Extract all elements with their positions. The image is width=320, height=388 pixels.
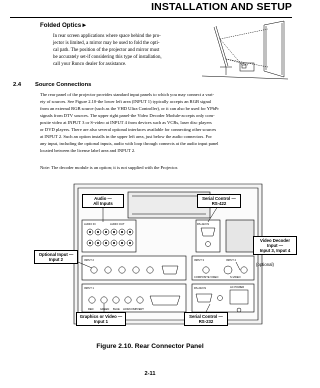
callout-serial-line: RS-422: [211, 201, 227, 206]
label-rs232: RS-232 IN: [194, 287, 207, 290]
callout-serial232-line: RS-232: [198, 319, 214, 324]
body-line: ety of sources. See Figure 2.10-the lower left area (INPUT 1) typically accepts an RGB signal: [40, 99, 212, 104]
callout-serial232-line: Serial Control —: [189, 314, 223, 319]
folded-optics-line: be accurately set-if considering this type of installation,: [53, 55, 162, 61]
body-line: signals from DTV sources. The upper right panel-the Video Decoder Module-accepts only com-: [40, 113, 215, 118]
callout-optional-input2: [34, 250, 78, 264]
body-line: posite video at INPUT 3 or S-video at INPUT 4 from devices such as VCRs, laser disc players: [40, 120, 212, 125]
section-number: 2.4: [13, 82, 22, 88]
folded-optics-line: call your Runco dealer for assistance.: [53, 62, 127, 68]
label-input4: INPUT 4: [226, 259, 236, 262]
callout-serial-rs422: [197, 194, 241, 208]
callout-serial-line: Serial Control —: [202, 196, 236, 201]
label-ac: AC POWER: [230, 286, 245, 289]
callout-decoder-line: Input —: [267, 243, 283, 248]
label-green: GREEN: [100, 308, 110, 311]
folded-optics-heading: Folded Optics►: [40, 22, 88, 29]
body-line: any input, including the optional inputs, audio with loop through connects at the audio input panel: [40, 141, 219, 146]
page-number: 2-11: [144, 371, 156, 377]
label-input1: INPUT 1: [84, 287, 94, 290]
label-rs422: RS-422 IN: [197, 223, 210, 226]
label-svideo: S-VIDEO: [230, 276, 241, 279]
label-audio-in: AUDIO IN: [84, 223, 96, 226]
callout-optional-line: Input 2: [48, 257, 64, 262]
page-header-title: INSTALLATION AND SETUP: [151, 1, 292, 13]
callout-audio-all-inputs: [82, 194, 124, 208]
folded-optics-line: jector is limited, a mirror may be used to fold the opti-: [53, 41, 160, 47]
folded-optics-line: cal path. The position of the projector and mirror must: [53, 48, 160, 54]
callout-audio-line: Audio —: [94, 196, 112, 201]
body-line: or DVD players. There are also several optional interfaces available for connecting other sources: [40, 127, 217, 132]
label-horiz: HOR/COMP: [123, 308, 138, 311]
label-vert: VERT: [137, 308, 144, 311]
callout-video-decoder: [253, 236, 297, 255]
body-line: from an external RGB source (such as the VHD Ultra Controller), or it can also be used for YPbPr: [40, 106, 219, 111]
callout-graphics-line: Input 1: [93, 319, 109, 324]
callout-audio-line: All Inputs: [93, 201, 113, 206]
label-input2: INPUT 2: [84, 259, 94, 262]
optional-note: (optional): [256, 262, 274, 267]
callout-graphics-line: Graphics or Video —: [79, 314, 123, 319]
callout-graphics-input1: [76, 312, 126, 326]
label-blue: BLUE: [113, 308, 120, 311]
folded-optics-line: In rear screen applications where space behind the pro-: [53, 34, 161, 39]
body-line: at INPUT 2. Such an option installs in the upper left area, just below the audio connectors. For: [40, 134, 212, 139]
callout-serial-rs232: [184, 312, 228, 326]
section-title: Source Connections: [35, 82, 92, 88]
body-line: located between the license label area and INPUT 2.: [40, 148, 136, 153]
callout-optional-line: Optional Input —: [38, 252, 74, 257]
figure-caption: Figure 2.10. Rear Connector Panel: [96, 343, 204, 350]
label-composite: COMPOSITE VIDEO: [194, 276, 219, 279]
label-audio-out: AUDIO OUT: [110, 223, 125, 226]
label-red: RED: [88, 308, 94, 311]
body-line: The rear panel of the projector provides standard input panels to which you may connect a vari-: [40, 92, 214, 97]
decoder-note: Note: The decoder module is an option; it is not supplied with the Projector.: [40, 165, 179, 170]
callout-decoder-line: Video Decoder: [259, 238, 290, 243]
label-input3: INPUT 3: [194, 259, 204, 262]
callout-decoder-line: Input 3, Input 4: [259, 248, 291, 253]
